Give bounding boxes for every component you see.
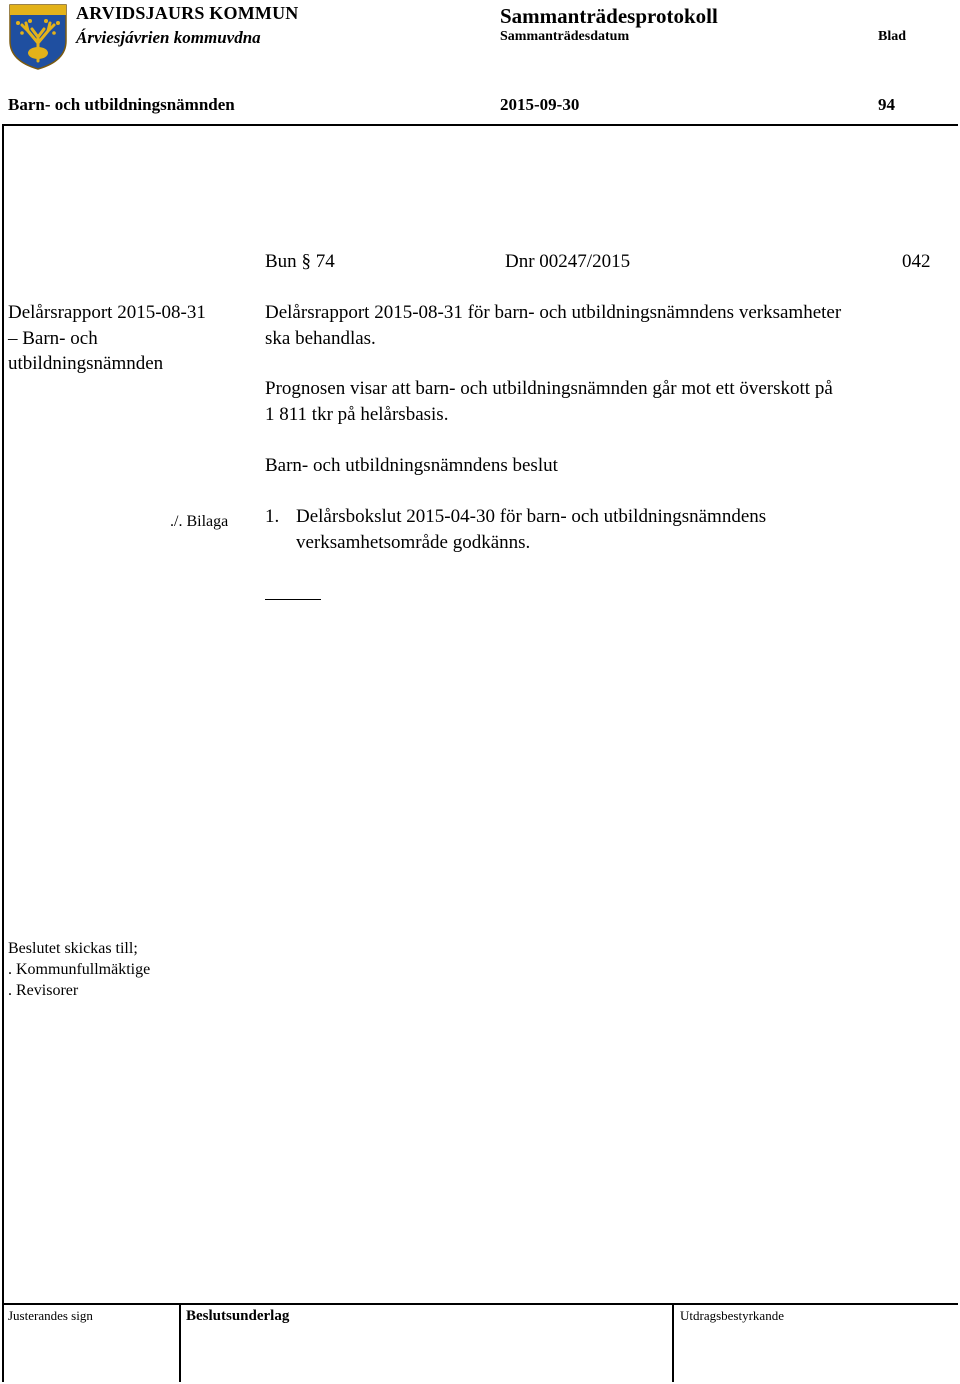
- decision-line2: verksamhetsområde godkänns.: [296, 532, 531, 553]
- basis-label: Beslutsunderlag: [186, 1308, 290, 1324]
- decision-heading: Barn- och utbildningsnämndens beslut: [265, 455, 558, 476]
- sidebar-title-line3: utbildningsnämnden: [8, 353, 164, 374]
- sidebar-title-line2: – Barn- och: [8, 328, 98, 349]
- para1-line1: Delårsrapport 2015-08-31 för barn- och utbildningsnämndens verksamheter: [265, 302, 842, 323]
- distribution-item: . Revisorer: [8, 982, 79, 999]
- footer-rule: [2, 1303, 958, 1305]
- extract-label: Utdragsbestyrkande: [680, 1308, 784, 1323]
- page-label: Blad: [878, 29, 907, 44]
- coat-of-arms-icon: [8, 3, 68, 71]
- end-rule: [265, 599, 321, 600]
- meeting-date-label: Sammanträdesdatum: [500, 29, 630, 44]
- org-name-sami: Árviesjávrien kommuvdna: [76, 28, 261, 47]
- frame-left: [2, 124, 4, 1382]
- sign-label: Justerandes sign: [8, 1308, 93, 1323]
- decision-number: 1.: [265, 506, 280, 527]
- case-dnr: Dnr 00247/2015: [505, 251, 631, 272]
- header-rule: [2, 124, 958, 126]
- case-section: Bun § 74: [265, 251, 335, 272]
- distribution-item: . Kommunfullmäktige: [8, 961, 151, 978]
- para2-line2: 1 811 tkr på helårsbasis.: [265, 404, 449, 425]
- page-number: 94: [878, 95, 895, 114]
- org-name: ARVIDSJAURS KOMMUN: [76, 3, 299, 23]
- document-title: Sammanträdesprotokoll: [500, 4, 718, 28]
- meeting-date: 2015-09-30: [500, 95, 580, 114]
- footer-divider-2: [672, 1303, 674, 1382]
- para2-line1: Prognosen visar att barn- och utbildningsnämnden går mot ett överskott på: [265, 378, 833, 399]
- committee-name: Barn- och utbildningsnämnden: [8, 95, 235, 114]
- distribution-heading: Beslutet skickas till;: [8, 940, 138, 957]
- para1-line2: ska behandlas.: [265, 328, 376, 349]
- footer-divider-1: [179, 1303, 181, 1382]
- sidebar-title-line1: Delårsrapport 2015-08-31: [8, 302, 206, 323]
- attachment-note: ./. Bilaga: [170, 513, 229, 530]
- decision-line1: Delårsbokslut 2015-04-30 för barn- och utbildningsnämndens: [296, 506, 767, 527]
- case-code: 042: [902, 251, 931, 272]
